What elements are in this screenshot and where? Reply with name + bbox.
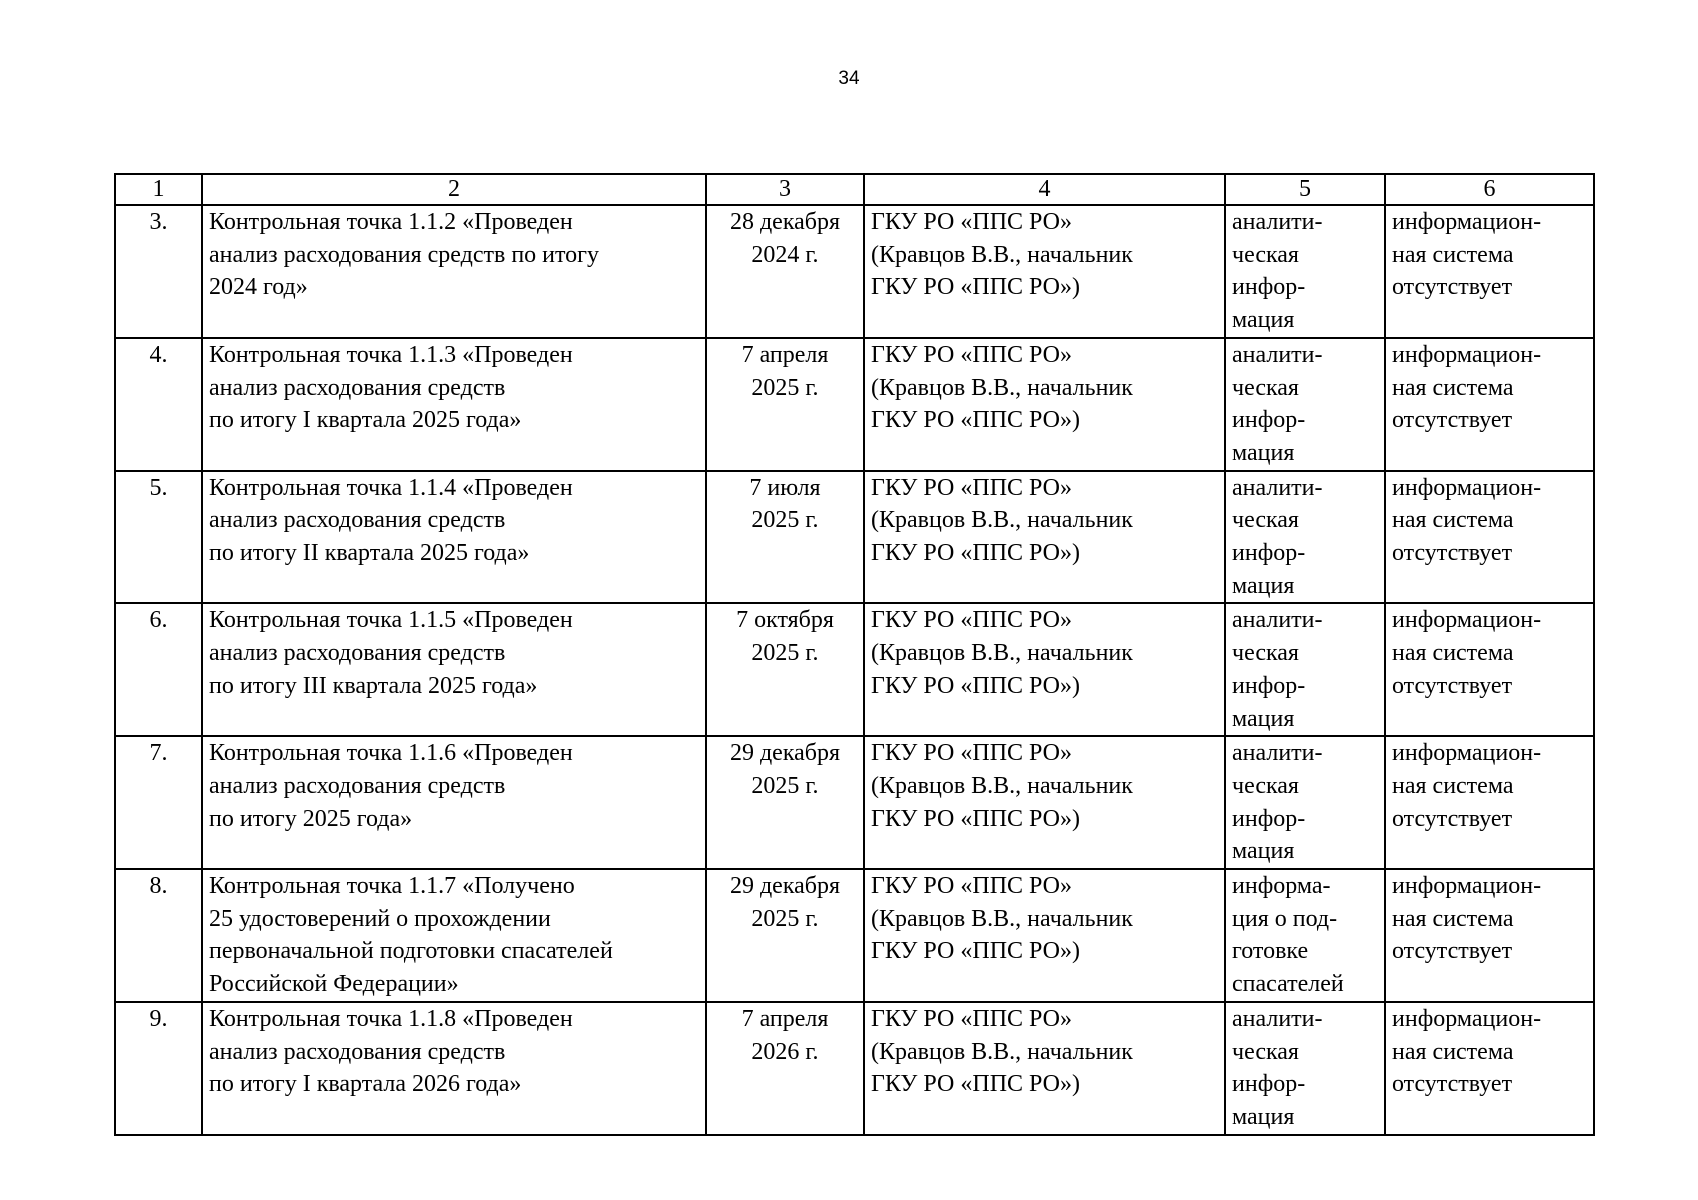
cell-text-line: ГКУ РО «ППС РО» bbox=[871, 740, 1073, 767]
table-row bbox=[115, 869, 1594, 1002]
cell-text-line: 7 апреля bbox=[741, 341, 829, 368]
cell-text-line: информацион- bbox=[1392, 1005, 1542, 1032]
column-header: 2 bbox=[202, 174, 706, 205]
cell-text-line: ГКУ РО «ППС РО» bbox=[871, 341, 1073, 368]
cell-text-line: (Кравцов В.В., начальник bbox=[871, 374, 1133, 401]
cell-text-line: 2025 г. bbox=[751, 507, 819, 534]
deadline-cell bbox=[706, 1002, 864, 1135]
document-type-cell bbox=[1225, 736, 1385, 869]
cell-text-line: 2025 г. bbox=[751, 905, 819, 932]
responsible-cell bbox=[864, 603, 1225, 736]
cell-text-line: первоначальной подготовки спасателей bbox=[209, 938, 613, 965]
cell-text-line: ГКУ РО «ППС РО») bbox=[871, 1071, 1081, 1098]
cell-text-line: готовке bbox=[1232, 938, 1309, 965]
cell-text-line: инфор- bbox=[1232, 274, 1306, 301]
cell-text-line: (Кравцов В.В., начальник bbox=[871, 507, 1133, 534]
cell-text-line: инфор- bbox=[1232, 805, 1306, 832]
cell-text-line: отсутствует bbox=[1392, 1071, 1513, 1098]
cell-text-line: ГКУ РО «ППС РО») bbox=[871, 672, 1081, 699]
cell-text-line: аналити- bbox=[1232, 607, 1323, 634]
cell-text-line: 2026 г. bbox=[751, 1038, 819, 1065]
column-header: 1 bbox=[115, 174, 202, 205]
cell-text-line: Контрольная точка 1.1.7 «Получено bbox=[209, 873, 575, 900]
cell-text-line: 25 удостоверений о прохождении bbox=[209, 905, 551, 932]
column-header: 4 bbox=[864, 174, 1225, 205]
table-row bbox=[115, 736, 1594, 869]
cell-text-line: ГКУ РО «ППС РО») bbox=[871, 805, 1081, 832]
responsible-cell bbox=[864, 338, 1225, 471]
cell-text-line: анализ расходования средств bbox=[209, 507, 506, 534]
document-type-cell bbox=[1225, 869, 1385, 1002]
cell-text-line: мация bbox=[1232, 1103, 1295, 1130]
deadline-cell bbox=[706, 205, 864, 338]
row-number-cell: 6. bbox=[115, 603, 202, 736]
cell-text-line: инфор- bbox=[1232, 540, 1306, 567]
cell-text-line: Контрольная точка 1.1.8 «Проведен bbox=[209, 1005, 573, 1032]
cell-text-line: мация bbox=[1232, 439, 1295, 466]
cell-text-line: аналити- bbox=[1232, 740, 1323, 767]
cell-text-line: инфор- bbox=[1232, 407, 1306, 434]
cell-text-line: отсутствует bbox=[1392, 540, 1513, 567]
cell-text-line: 7 октября bbox=[736, 607, 834, 634]
cell-text-line: ческая bbox=[1232, 241, 1299, 268]
cell-text-line: отсутствует bbox=[1392, 407, 1513, 434]
cell-text-line: мация bbox=[1232, 307, 1295, 334]
column-header: 6 bbox=[1385, 174, 1594, 205]
cell-text-line: 2025 г. bbox=[751, 640, 819, 667]
cell-text-line: аналити- bbox=[1232, 341, 1323, 368]
cell-text-line: (Кравцов В.В., начальник bbox=[871, 905, 1133, 932]
table-row bbox=[115, 205, 1594, 338]
cell-text-line: информацион- bbox=[1392, 474, 1542, 501]
row-number-cell: 9. bbox=[115, 1002, 202, 1135]
cell-text-line: Контрольная точка 1.1.6 «Проведен bbox=[209, 740, 573, 767]
cell-text-line: отсутствует bbox=[1392, 274, 1513, 301]
cell-text-line: информацион- bbox=[1392, 873, 1542, 900]
row-number-cell: 4. bbox=[115, 338, 202, 471]
event-cell bbox=[202, 471, 706, 604]
table-header-row bbox=[115, 174, 1594, 205]
information-system-cell bbox=[1385, 1002, 1594, 1135]
document-type-cell bbox=[1225, 205, 1385, 338]
cell-text-line: ная система bbox=[1392, 905, 1514, 932]
cell-text-line: (Кравцов В.В., начальник bbox=[871, 1038, 1133, 1065]
cell-text-line: инфор- bbox=[1232, 672, 1306, 699]
cell-text-line: (Кравцов В.В., начальник bbox=[871, 241, 1133, 268]
event-cell bbox=[202, 736, 706, 869]
cell-text-line: Российской Федерации» bbox=[209, 971, 459, 998]
cell-text-line: ГКУ РО «ППС РО») bbox=[871, 938, 1081, 965]
document-type-cell bbox=[1225, 338, 1385, 471]
cell-text-line: анализ расходования средств по итогу bbox=[209, 241, 600, 268]
cell-text-line: ная система bbox=[1392, 374, 1514, 401]
cell-text-line: инфор- bbox=[1232, 1071, 1306, 1098]
information-system-cell bbox=[1385, 471, 1594, 604]
event-cell bbox=[202, 338, 706, 471]
deadline-cell bbox=[706, 736, 864, 869]
cell-text-line: (Кравцов В.В., начальник bbox=[871, 640, 1133, 667]
deadline-cell bbox=[706, 603, 864, 736]
information-system-cell bbox=[1385, 603, 1594, 736]
cell-text-line: ГКУ РО «ППС РО») bbox=[871, 407, 1081, 434]
cell-text-line: (Кравцов В.В., начальник bbox=[871, 772, 1133, 799]
cell-text-line: по итогу II квартала 2025 года» bbox=[209, 540, 530, 567]
table-body bbox=[115, 205, 1594, 1135]
cell-text-line: ГКУ РО «ППС РО» bbox=[871, 607, 1073, 634]
cell-text-line: аналити- bbox=[1232, 209, 1323, 235]
cell-text-line: отсутствует bbox=[1392, 805, 1513, 832]
cell-text-line: ГКУ РО «ППС РО») bbox=[871, 274, 1081, 301]
control-points-table bbox=[114, 173, 1595, 1136]
row-number-cell: 3. bbox=[115, 205, 202, 338]
cell-text-line: информа- bbox=[1232, 873, 1331, 900]
cell-text-line: ГКУ РО «ППС РО» bbox=[871, 1005, 1073, 1032]
cell-text-line: ческая bbox=[1232, 507, 1299, 534]
cell-text-line: ная система bbox=[1392, 772, 1514, 799]
cell-text-line: ГКУ РО «ППС РО» bbox=[871, 209, 1073, 235]
cell-text-line: ческая bbox=[1232, 1038, 1299, 1065]
table-row bbox=[115, 1002, 1594, 1135]
column-header: 5 bbox=[1225, 174, 1385, 205]
cell-text-line: анализ расходования средств bbox=[209, 1038, 506, 1065]
cell-text-line: анализ расходования средств bbox=[209, 772, 506, 799]
column-header: 3 bbox=[706, 174, 864, 205]
document-type-cell bbox=[1225, 603, 1385, 736]
cell-text-line: Контрольная точка 1.1.3 «Проведен bbox=[209, 341, 573, 368]
cell-text-line: по итогу III квартала 2025 года» bbox=[209, 672, 538, 699]
cell-text-line: мация bbox=[1232, 572, 1295, 599]
table-row bbox=[115, 471, 1594, 604]
responsible-cell bbox=[864, 205, 1225, 338]
cell-text-line: 28 декабря bbox=[729, 209, 841, 235]
cell-text-line: 29 декабря bbox=[729, 740, 841, 767]
cell-text-line: ная система bbox=[1392, 241, 1514, 268]
cell-text-line: отсутствует bbox=[1392, 938, 1513, 965]
cell-text-line: 7 апреля bbox=[741, 1005, 829, 1032]
cell-text-line: ная система bbox=[1392, 640, 1514, 667]
cell-text-line: ная система bbox=[1392, 1038, 1514, 1065]
cell-text-line: отсутствует bbox=[1392, 672, 1513, 699]
cell-text-line: ческая bbox=[1232, 772, 1299, 799]
cell-text-line: ГКУ РО «ППС РО» bbox=[871, 474, 1073, 501]
event-cell bbox=[202, 603, 706, 736]
cell-text-line: по итогу I квартала 2025 года» bbox=[209, 407, 522, 434]
cell-text-line: информацион- bbox=[1392, 740, 1542, 767]
cell-text-line: мация bbox=[1232, 838, 1295, 865]
cell-text-line: по итогу I квартала 2026 года» bbox=[209, 1071, 522, 1098]
information-system-cell bbox=[1385, 338, 1594, 471]
cell-text-line: ция о под- bbox=[1232, 905, 1338, 932]
information-system-cell bbox=[1385, 205, 1594, 338]
row-number-cell: 7. bbox=[115, 736, 202, 869]
row-number-cell: 8. bbox=[115, 869, 202, 1002]
responsible-cell bbox=[864, 1002, 1225, 1135]
cell-text-line: Контрольная точка 1.1.2 «Проведен bbox=[209, 209, 573, 235]
cell-text-line: 2025 г. bbox=[751, 374, 819, 401]
responsible-cell bbox=[864, 869, 1225, 1002]
cell-text-line: информацион- bbox=[1392, 341, 1542, 368]
cell-text-line: анализ расходования средств bbox=[209, 640, 506, 667]
event-cell bbox=[202, 205, 706, 338]
table-row bbox=[115, 603, 1594, 736]
row-number-cell: 5. bbox=[115, 471, 202, 604]
deadline-cell bbox=[706, 471, 864, 604]
cell-text-line: 7 июля bbox=[749, 474, 821, 501]
cell-text-line: ческая bbox=[1232, 374, 1299, 401]
information-system-cell bbox=[1385, 869, 1594, 1002]
table-row bbox=[115, 338, 1594, 471]
cell-text-line: 2024 год» bbox=[209, 274, 308, 301]
cell-text-line: ная система bbox=[1392, 507, 1514, 534]
cell-text-line: по итогу 2025 года» bbox=[209, 805, 413, 832]
cell-text-line: 2025 г. bbox=[751, 772, 819, 799]
document-type-cell bbox=[1225, 1002, 1385, 1135]
cell-text-line: спасателей bbox=[1232, 971, 1344, 998]
cell-text-line: Контрольная точка 1.1.4 «Проведен bbox=[209, 474, 573, 501]
deadline-cell bbox=[706, 869, 864, 1002]
cell-text-line: ГКУ РО «ППС РО») bbox=[871, 540, 1081, 567]
cell-text-line: информацион- bbox=[1392, 607, 1542, 634]
responsible-cell bbox=[864, 471, 1225, 604]
cell-text-line: 2024 г. bbox=[751, 241, 819, 268]
information-system-cell bbox=[1385, 736, 1594, 869]
cell-text-line: ГКУ РО «ППС РО» bbox=[871, 873, 1073, 900]
cell-text-line: анализ расходования средств bbox=[209, 374, 506, 401]
cell-text-line: ческая bbox=[1232, 640, 1299, 667]
document-type-cell bbox=[1225, 471, 1385, 604]
cell-text-line: аналити- bbox=[1232, 474, 1323, 501]
cell-text-line: информацион- bbox=[1392, 209, 1542, 235]
event-cell bbox=[202, 1002, 706, 1135]
event-cell bbox=[202, 869, 706, 1002]
cell-text-line: Контрольная точка 1.1.5 «Проведен bbox=[209, 607, 573, 634]
cell-text-line: 29 декабря bbox=[729, 873, 841, 900]
page-number: 34 bbox=[838, 68, 860, 89]
responsible-cell bbox=[864, 736, 1225, 869]
deadline-cell bbox=[706, 338, 864, 471]
cell-text-line: аналити- bbox=[1232, 1005, 1323, 1032]
cell-text-line: мация bbox=[1232, 705, 1295, 732]
